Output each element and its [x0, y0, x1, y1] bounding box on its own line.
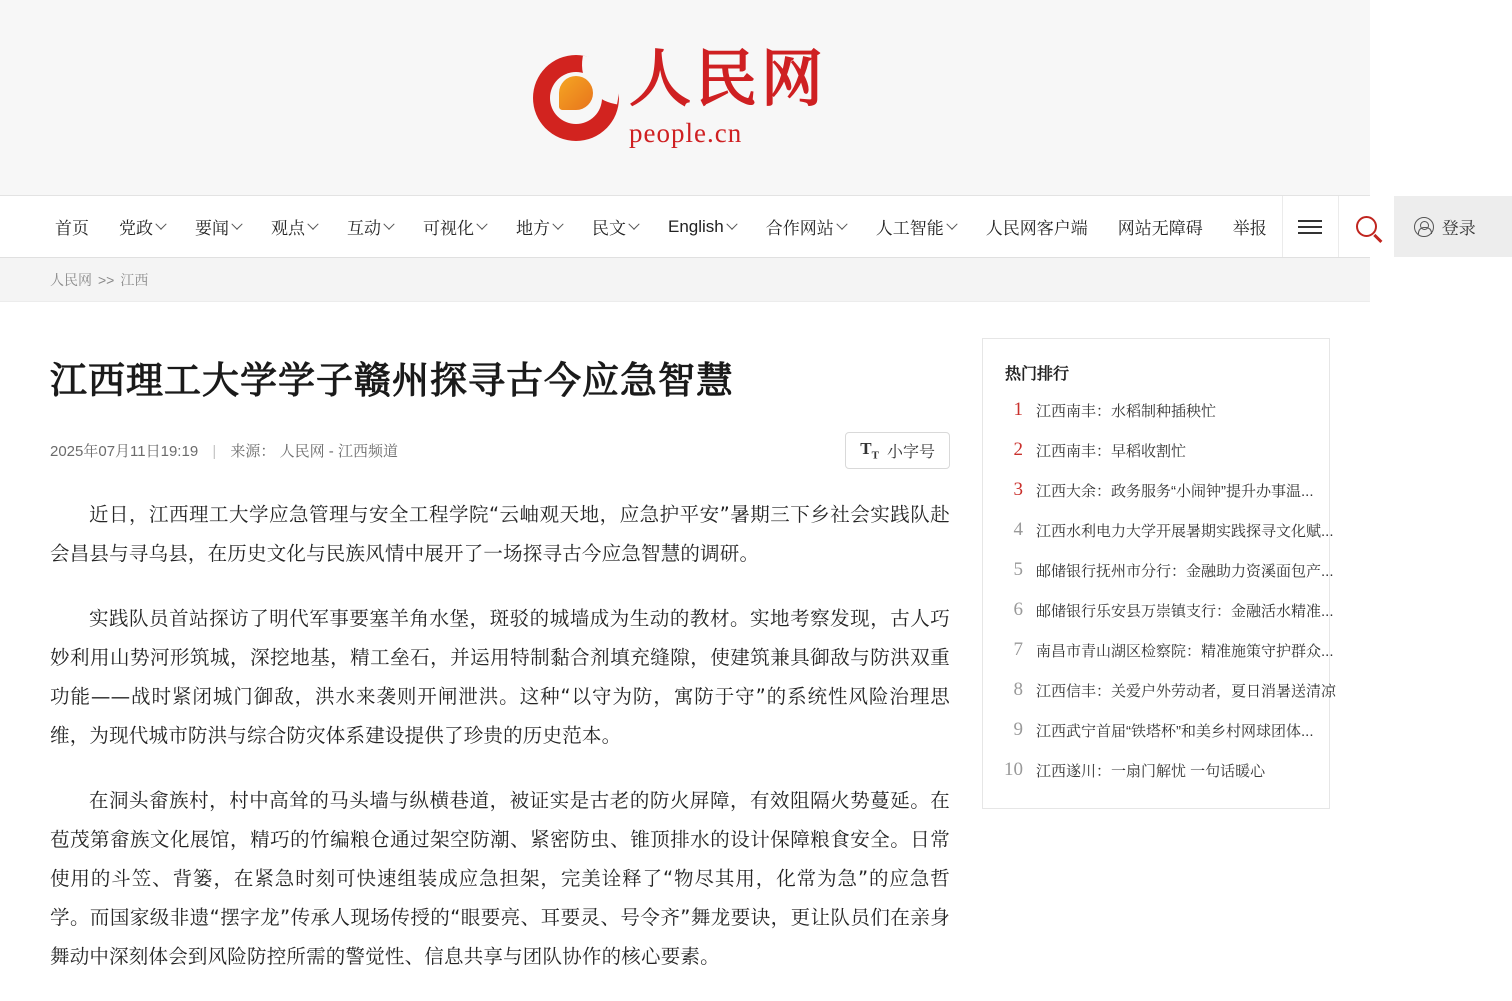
breadcrumb-separator: >> — [98, 271, 115, 288]
rank-number: 6 — [1013, 599, 1023, 620]
rank-item-3[interactable] — [1001, 470, 1314, 510]
rank-item-9[interactable] — [1001, 710, 1314, 750]
nav-label-3: 观点 — [271, 219, 305, 238]
font-size-button[interactable] — [845, 432, 950, 469]
user-icon — [1414, 217, 1434, 237]
chevron-down-icon — [726, 218, 737, 229]
rank-item-4[interactable] — [1001, 510, 1334, 550]
rank-link: 江西信丰：关爱户外劳动者，夏日消暑送清凉 — [1036, 682, 1337, 700]
nav-label-10: 人工智能 — [875, 219, 944, 238]
rank-link: 南昌市青山湖区检察院：精准施策守护群众... — [1036, 642, 1334, 660]
nav-item-5[interactable] — [408, 196, 501, 257]
rank-item-2[interactable] — [1001, 430, 1311, 470]
nav-label-8: English — [668, 216, 724, 236]
meta-divider: | — [212, 443, 217, 460]
nav-item-10[interactable] — [861, 196, 971, 257]
source-name[interactable]: 人民网 - 江西频道 — [279, 443, 398, 460]
rank-link: 江西南丰：水稻制种插秧忙 — [1036, 402, 1217, 420]
article-meta — [50, 432, 950, 469]
breadcrumb-current[interactable]: 江西 — [120, 271, 149, 288]
rank-link: 邮储银行乐安县万崇镇支行：金融活水精准... — [1036, 602, 1334, 620]
nav-item-6[interactable] — [501, 196, 577, 257]
nav-label-12: 网站无障碍 — [1117, 219, 1203, 238]
rank-number: 9 — [1013, 719, 1023, 740]
font-size-label: 小字号 — [886, 444, 935, 461]
nav-label-2: 要闻 — [195, 219, 229, 238]
nav-item-8[interactable] — [653, 196, 751, 257]
article-paragraph-1: 实践队员首站探访了明代军事要塞羊角水堡，斑驳的城墙成为生动的教材。实地考察发现，古人巧妙利用山势河形筑城，深挖地基，精工垒石，并运用特制黏合剂填充缝隙，使建筑兼具御敌与防洪双重功能——战时紧闭城门御敌，洪水来袭则开闸泄洪。这种“以守为防，寓防于守”的系统性风险治理思维，为现代城市防洪与综合防灾体系建设提供了珍贵的历史范本。 — [50, 607, 950, 747]
chevron-down-icon — [628, 218, 639, 229]
site-logo[interactable] — [533, 42, 827, 148]
login-button[interactable] — [1394, 196, 1512, 257]
logo-chinese-text: 人民网 — [628, 42, 827, 115]
nav-label-1: 党政 — [119, 219, 153, 238]
article-column — [50, 302, 950, 976]
nav-label-11: 人民网客户端 — [985, 219, 1088, 238]
rank-number: 8 — [1013, 679, 1023, 700]
nav-item-9[interactable] — [751, 196, 861, 257]
rank-link: 江西大余：政务服务“小闹钟”提升办事温... — [1036, 482, 1314, 500]
article-body — [50, 495, 950, 976]
article-paragraph-0: 近日，江西理工大学应急管理与安全工程学院“云岫观天地，应急护平安”暑期三下乡社会实践队赴会昌县与寻乌县，在历史文化与民族风情中展开了一场探寻古今应急智慧的调研。 — [50, 503, 950, 565]
page-content — [0, 302, 1370, 976]
nav-item-list — [40, 196, 1282, 257]
search-icon — [1356, 216, 1377, 237]
chevron-down-icon — [476, 218, 487, 229]
nav-item-0[interactable] — [40, 196, 104, 257]
rank-item-7[interactable] — [1001, 630, 1334, 670]
rank-item-8[interactable] — [1001, 670, 1337, 710]
rank-item-5[interactable] — [1001, 550, 1334, 590]
rank-number: 3 — [1013, 479, 1023, 500]
hot-ranking-title: 热门排行 — [1005, 366, 1070, 383]
chevron-down-icon — [552, 218, 563, 229]
hot-ranking-panel — [982, 338, 1337, 809]
chevron-down-icon — [307, 218, 318, 229]
nav-label-4: 互动 — [347, 219, 381, 238]
article-paragraph-2: 在洞头畲族村，村中高耸的马头墙与纵横巷道，被证实是古老的防火屏障，有效阻隔火势蔓延。在苞茂第畲族文化展馆，精巧的竹编粮仓通过架空防潮、紧密防虫、锥顶排水的设计保障粮食安全。日常使用的斗笠、背篓，在紧急时刻可快速组装成应急担架，完美诠释了“物尽其用，化常为急”的应急哲学。而国家级非遗“摆字龙”传承人现场传授的“眼要亮、耳要灵、号令齐”舞龙要诀，更让队员们在亲身舞动中深刻体会到风险防控所需的警觉性、信息共享与团队协作的核心要素。 — [50, 789, 950, 968]
chevron-down-icon — [383, 218, 394, 229]
rank-link: 江西水利电力大学开展暑期实践探寻文化赋... — [1036, 522, 1334, 540]
nav-label-9: 合作网站 — [765, 219, 834, 238]
search-button[interactable] — [1338, 196, 1394, 257]
nav-item-13[interactable] — [1218, 196, 1282, 257]
login-label: 登录 — [1441, 219, 1476, 238]
rank-number: 1 — [1013, 399, 1023, 420]
rank-number: 10 — [1004, 759, 1023, 780]
font-size-icon: $T_T$ — [860, 439, 879, 462]
nav-item-4[interactable] — [332, 196, 408, 257]
rank-link: 邮储银行抚州市分行：金融助力资溪面包产... — [1036, 562, 1334, 580]
source-label: 来源： — [230, 443, 276, 460]
sidebar — [982, 302, 1337, 976]
nav-label-6: 地方 — [516, 219, 550, 238]
hamburger-icon — [1298, 216, 1322, 238]
people-cn-logo-icon — [533, 55, 619, 141]
site-header — [0, 0, 1370, 196]
rank-number: 7 — [1013, 639, 1023, 660]
chevron-down-icon — [836, 218, 847, 229]
chevron-down-icon — [946, 218, 957, 229]
breadcrumb-home[interactable]: 人民网 — [50, 271, 92, 288]
menu-button[interactable] — [1282, 196, 1338, 257]
article-date: 2025年07月11日19:19 — [50, 443, 199, 460]
rank-link: 江西南丰：早稻收割忙 — [1036, 442, 1187, 460]
nav-item-3[interactable] — [256, 196, 332, 257]
nav-label-7: 民文 — [592, 219, 626, 238]
logo-english-text: people.cn — [628, 118, 743, 148]
page-title: 江西理工大学学子赣州探寻古今应急智慧 — [50, 359, 734, 402]
nav-label-13: 举报 — [1232, 219, 1267, 238]
nav-item-2[interactable] — [180, 196, 256, 257]
nav-item-12[interactable] — [1103, 196, 1218, 257]
nav-item-11[interactable] — [971, 196, 1103, 257]
main-navigation — [0, 196, 1476, 258]
nav-label-0: 首页 — [55, 219, 89, 238]
breadcrumb — [0, 258, 1370, 302]
rank-number: 4 — [1013, 519, 1023, 540]
rank-item-1[interactable] — [1001, 390, 1311, 430]
rank-item-6[interactable] — [1001, 590, 1334, 630]
rank-number: 5 — [1013, 559, 1023, 580]
rank-link: 江西遂川：一扇门解忧 一句话暖心 — [1036, 762, 1266, 780]
nav-item-7[interactable] — [577, 196, 653, 257]
chevron-down-icon — [231, 218, 242, 229]
nav-label-5: 可视化 — [423, 219, 474, 238]
rank-number: 2 — [1013, 439, 1023, 460]
rank-item-10[interactable] — [1001, 750, 1311, 790]
chevron-down-icon — [155, 218, 166, 229]
article-meta-left — [50, 440, 845, 461]
rank-link: 江西武宁首届“铁塔杯”和美乡村网球团体... — [1036, 722, 1314, 740]
nav-item-1[interactable] — [104, 196, 180, 257]
nav-actions — [1282, 196, 1512, 257]
